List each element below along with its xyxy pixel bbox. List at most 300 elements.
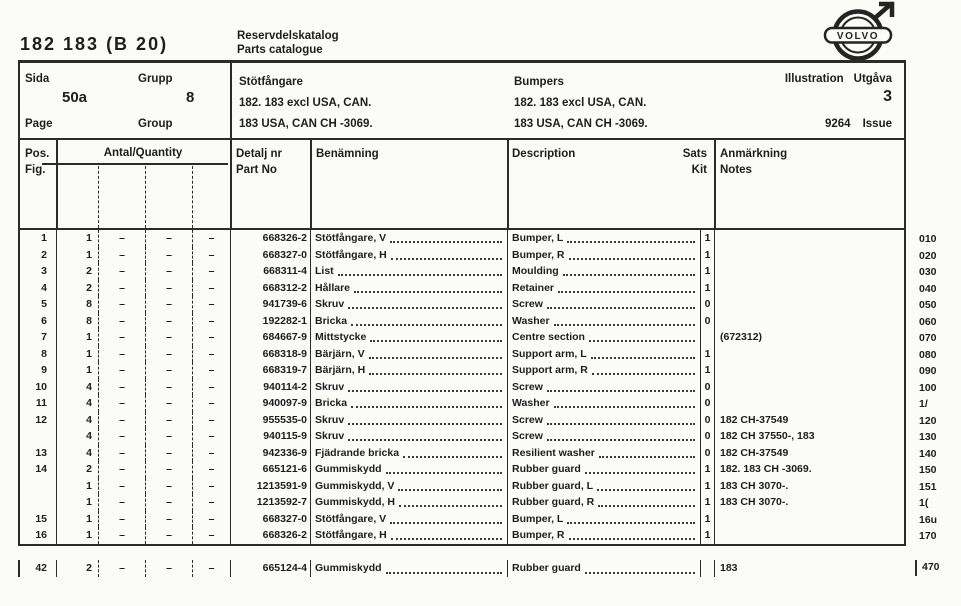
issue-number: 9264	[824, 118, 851, 130]
page-label: Page	[25, 118, 53, 130]
section-title-sv	[239, 72, 373, 135]
pos-cell: 42	[35, 562, 47, 574]
qty-cell: 1	[56, 247, 98, 264]
part-no-header-sv: Detalj nr	[236, 148, 283, 160]
note-cell	[714, 362, 904, 379]
qty-dash-cell: –	[98, 230, 145, 247]
row-code: 100	[919, 381, 937, 394]
note-cell: (672312)	[714, 329, 904, 346]
table-row	[20, 296, 904, 313]
qty-dash-cell: –	[98, 313, 145, 330]
description-cell	[507, 379, 700, 396]
qty-dash-cell: –	[98, 346, 145, 363]
qty-dash-cell: –	[98, 412, 145, 429]
table-row	[20, 247, 904, 264]
kit-cell: 0	[700, 379, 714, 396]
description-cell	[507, 247, 700, 264]
row-code: 010	[919, 233, 937, 245]
qty-cell: 1	[56, 230, 98, 247]
name-sv-text: Skruv	[315, 430, 345, 442]
description-cell	[507, 461, 700, 478]
table-row	[20, 280, 904, 297]
kit-cell	[700, 560, 714, 577]
qty-dash-cell: –	[145, 445, 192, 462]
dotted-leader	[598, 494, 695, 507]
description-cell	[507, 395, 700, 412]
dotted-leader	[547, 412, 695, 425]
pos-cell: 7	[41, 331, 47, 343]
row-code: 150	[919, 464, 937, 476]
table-row	[20, 395, 904, 412]
description-cell	[507, 412, 700, 429]
table-row	[20, 527, 904, 544]
table-row	[20, 230, 904, 247]
qty-dash-cell: –	[145, 346, 192, 363]
qty-dash-cell: –	[98, 511, 145, 528]
note-cell: 182 CH-37549	[714, 412, 904, 429]
kit-cell: 0	[700, 313, 714, 330]
name-sv-cell	[310, 461, 507, 478]
part-number-cell: 668312-2	[230, 280, 310, 297]
section-sv-line1: Stötfångare	[239, 76, 303, 88]
dotted-leader	[589, 329, 695, 342]
row-code: 020	[919, 249, 937, 262]
kit-cell: 1	[700, 263, 714, 280]
kit-cell: 1	[700, 494, 714, 511]
qty-dash-cell: –	[192, 478, 230, 495]
qty-dash-cell: –	[192, 296, 230, 313]
pos-cell: 6	[41, 314, 47, 327]
section-title-en	[514, 72, 648, 135]
dotted-leader	[403, 445, 502, 458]
qty-dash-cell: –	[145, 263, 192, 280]
kit-cell: 0	[700, 296, 714, 313]
name-sv-cell	[310, 247, 507, 264]
dotted-leader	[597, 478, 695, 491]
description-cell	[507, 511, 700, 528]
qty-cell: 2	[56, 560, 98, 577]
name-sv-cell	[310, 560, 507, 577]
description-text: Rubber guard	[512, 562, 581, 574]
qty-dash-cell: –	[98, 395, 145, 412]
pos-cell: 15	[35, 512, 47, 525]
dotted-leader	[547, 428, 695, 441]
qty-dash-cell: –	[98, 247, 145, 264]
name-sv-cell	[310, 296, 507, 313]
part-number-cell: 684667-9	[230, 329, 310, 346]
qty-cell: 2	[56, 461, 98, 478]
qty-dash-cell: –	[98, 263, 145, 280]
dotted-leader	[370, 329, 502, 342]
qty-dash-cell: –	[192, 313, 230, 330]
part-number-cell: 665124-4	[230, 560, 310, 577]
qty-cell: 4	[56, 379, 98, 396]
qty-dash-cell: –	[192, 445, 230, 462]
pos-cell: 16	[35, 529, 47, 541]
qty-dash-cell: –	[192, 560, 230, 577]
description-text: Support arm, R	[512, 364, 588, 376]
group-label: Group	[138, 118, 173, 130]
qty-cell: 2	[56, 280, 98, 297]
name-sv-text: Bärjärn, V	[315, 347, 365, 360]
table-row	[20, 560, 906, 577]
pos-cell: 8	[41, 347, 47, 360]
name-header-en: Description	[512, 148, 576, 160]
qty-dash-cell: –	[98, 527, 145, 544]
description-cell	[507, 346, 700, 363]
dotted-leader	[558, 280, 695, 293]
row-code: 16u	[919, 513, 938, 526]
qty-underline	[42, 163, 228, 165]
row-code: 120	[919, 414, 937, 427]
qty-dash-cell: –	[145, 296, 192, 313]
name-sv-text: Bricka	[315, 314, 348, 327]
pos-header: Pos.	[25, 148, 50, 160]
dotted-leader	[386, 461, 502, 474]
table-row	[20, 329, 904, 346]
kit-cell: 0	[700, 428, 714, 445]
dotted-leader	[569, 247, 695, 260]
divider	[145, 166, 146, 228]
qty-dash-cell: –	[192, 395, 230, 412]
dotted-leader	[585, 560, 695, 574]
kit-cell: 1	[700, 511, 714, 528]
name-sv-text: Mittstycke	[315, 331, 367, 343]
kit-cell: 1	[700, 461, 714, 478]
qty-dash-cell: –	[145, 329, 192, 346]
qty-dash-cell: –	[145, 428, 192, 445]
pos-cell	[20, 478, 56, 495]
description-cell	[507, 329, 700, 346]
table-row	[20, 461, 904, 478]
row-code: 130	[919, 431, 937, 443]
dotted-leader	[369, 346, 502, 359]
description-cell	[507, 445, 700, 462]
table-column-headers	[18, 140, 906, 230]
kit-cell: 1	[700, 280, 714, 297]
dotted-leader	[351, 313, 502, 326]
dotted-leader	[348, 296, 502, 309]
name-header-sv: Benämning	[316, 148, 379, 160]
edition-number: 3	[883, 88, 892, 105]
name-sv-text: Stötfångare, H	[315, 529, 387, 541]
qty-dash-cell: –	[192, 511, 230, 528]
note-cell	[714, 527, 904, 544]
description-cell	[507, 296, 700, 313]
row-code: 1/	[919, 398, 928, 410]
kit-cell: 1	[700, 527, 714, 544]
divider	[192, 166, 193, 228]
part-number-cell: 1213591-9	[230, 478, 310, 495]
dotted-leader	[348, 428, 502, 441]
divider	[98, 166, 99, 228]
pos-cell: 9	[41, 364, 47, 376]
dotted-leader	[390, 230, 502, 243]
dotted-leader	[369, 362, 502, 375]
utgava-label: Utgåva	[853, 73, 892, 85]
description-text: Retainer	[512, 281, 555, 294]
qty-dash-cell: –	[145, 230, 192, 247]
section-sv-line2: 182. 183 excl USA, CAN.	[239, 97, 372, 109]
section-sv-line3: 183 USA, CAN CH -3069.	[239, 118, 373, 130]
qty-cell: 1	[56, 494, 98, 511]
divider	[230, 140, 232, 228]
description-text: Bumper, R	[512, 248, 565, 261]
dotted-leader	[563, 263, 695, 276]
description-cell	[507, 313, 700, 330]
qty-dash-cell: –	[192, 280, 230, 297]
name-sv-cell	[310, 445, 507, 462]
volvo-logo-text: VOLVO	[836, 31, 880, 43]
catalog-title	[237, 29, 339, 57]
notes-header-sv: Anmärkning	[720, 148, 788, 160]
qty-cell: 8	[56, 296, 98, 313]
description-text: Washer	[512, 314, 550, 327]
part-number-cell: 192282-1	[230, 313, 310, 330]
part-number-cell: 942336-9	[230, 445, 310, 462]
dotted-leader	[591, 346, 695, 359]
note-cell: 182. 183 CH -3069.	[714, 461, 904, 478]
qty-header: Antal/Quantity	[103, 147, 183, 159]
part-no-header-en: Part No	[236, 164, 277, 176]
volvo-logo-icon	[812, 1, 912, 68]
part-number-cell: 668327-0	[230, 511, 310, 528]
kit-cell: 1	[700, 362, 714, 379]
table-row	[20, 346, 904, 363]
qty-dash-cell: –	[192, 461, 230, 478]
dotted-leader	[351, 395, 502, 408]
table-row	[20, 511, 904, 528]
row-code: 151	[919, 480, 937, 493]
name-sv-text: List	[315, 265, 334, 277]
qty-dash-cell: –	[145, 478, 192, 495]
divider	[310, 140, 312, 228]
description-text: Rubber guard, L	[512, 479, 594, 492]
row-code: 080	[919, 348, 937, 361]
note-cell: 183 CH 3070-.	[714, 478, 904, 495]
page-info-box	[18, 63, 906, 140]
description-cell	[507, 527, 700, 544]
dotted-leader	[348, 379, 502, 392]
dotted-leader	[569, 527, 695, 540]
part-number-cell: 668326-2	[230, 230, 310, 247]
kit-cell: 1	[700, 230, 714, 247]
pos-cell: 13	[35, 446, 47, 459]
qty-dash-cell: –	[192, 230, 230, 247]
name-sv-cell	[310, 230, 507, 247]
name-sv-cell	[310, 395, 507, 412]
dotted-leader	[567, 511, 695, 524]
divider	[714, 140, 716, 228]
table-row	[20, 362, 904, 379]
description-text: Bumper, R	[512, 529, 565, 541]
table-row	[20, 263, 904, 280]
dotted-leader	[592, 362, 695, 375]
name-sv-cell	[310, 478, 507, 495]
name-sv-cell	[310, 379, 507, 396]
name-sv-cell	[310, 511, 507, 528]
pos-cell: 2	[41, 248, 47, 261]
part-number-cell: 668326-2	[230, 527, 310, 544]
description-text: Resilient washer	[512, 446, 595, 459]
qty-cell: 4	[56, 428, 98, 445]
name-sv-text: Bärjärn, H	[315, 364, 366, 376]
dotted-leader	[585, 461, 695, 474]
qty-dash-cell: –	[98, 428, 145, 445]
qty-cell: 1	[56, 362, 98, 379]
qty-dash-cell: –	[192, 428, 230, 445]
note-cell	[714, 247, 904, 264]
parts-table-body	[18, 230, 906, 546]
part-number-cell: 940114-2	[230, 379, 310, 396]
name-sv-text: Stötfångare, V	[315, 232, 387, 244]
name-sv-text: Skruv	[315, 413, 345, 426]
illustration-labels	[785, 73, 892, 85]
table-row	[20, 313, 904, 330]
part-number-cell: 668311-4	[230, 263, 310, 280]
name-sv-cell	[310, 362, 507, 379]
qty-cell: 1	[56, 527, 98, 544]
qty-dash-cell: –	[145, 395, 192, 412]
notes-header-en: Notes	[720, 164, 752, 176]
table-row	[20, 494, 904, 511]
name-sv-text: Hållare	[315, 281, 351, 294]
divider	[230, 63, 232, 138]
row-code: 030	[919, 266, 937, 278]
dotted-leader	[391, 527, 502, 540]
qty-dash-cell: –	[192, 527, 230, 544]
name-sv-text: Gummiskydd	[315, 463, 382, 475]
description-text: Screw	[512, 298, 543, 310]
qty-dash-cell: –	[98, 461, 145, 478]
description-cell	[507, 230, 700, 247]
dotted-leader	[554, 395, 695, 408]
qty-dash-cell: –	[98, 445, 145, 462]
note-cell: 183 CH 3070-.	[714, 494, 904, 511]
part-number-cell: 1213592-7	[230, 494, 310, 511]
qty-cell: 1	[56, 478, 98, 495]
dotted-leader	[354, 280, 502, 293]
pos-cell: 11	[35, 397, 47, 409]
description-text: Bumper, L	[512, 232, 564, 244]
qty-dash-cell: –	[192, 329, 230, 346]
description-text: Support arm, L	[512, 347, 587, 360]
qty-dash-cell: –	[192, 379, 230, 396]
name-sv-text: Skruv	[315, 298, 345, 310]
table-row	[20, 445, 904, 462]
name-sv-cell	[310, 346, 507, 363]
qty-dash-cell: –	[192, 247, 230, 264]
row-code: 1(	[919, 497, 929, 509]
note-cell	[714, 395, 904, 412]
codes-column	[919, 231, 937, 545]
qty-cell: 4	[56, 395, 98, 412]
pos-cell: 14	[35, 463, 47, 475]
name-sv-cell	[310, 313, 507, 330]
qty-dash-cell: –	[145, 461, 192, 478]
issue-line	[825, 118, 892, 130]
qty-cell: 1	[56, 329, 98, 346]
divider	[507, 140, 509, 228]
qty-dash-cell: –	[98, 379, 145, 396]
section-en-line3: 183 USA, CAN CH -3069.	[514, 118, 648, 130]
pos-cell: 5	[41, 298, 47, 310]
note-cell	[714, 280, 904, 297]
extra-row-code: 470	[915, 560, 940, 576]
part-number-cell: 665121-6	[230, 461, 310, 478]
qty-dash-cell: –	[145, 527, 192, 544]
table-row	[20, 428, 904, 445]
description-text: Rubber guard, R	[512, 496, 595, 508]
description-text: Screw	[512, 413, 543, 426]
description-cell	[507, 560, 700, 577]
name-sv-cell	[310, 494, 507, 511]
name-sv-text: Stötfångare, H	[315, 248, 387, 261]
dotted-leader	[391, 247, 502, 260]
group-number: 8	[186, 89, 195, 106]
model-numbers: 182 183 (B 20)	[20, 34, 169, 54]
qty-cell: 1	[56, 346, 98, 363]
note-cell	[714, 230, 904, 247]
row-code: 090	[919, 365, 937, 377]
issue-label: Issue	[862, 118, 892, 130]
part-number-cell: 940115-9	[230, 428, 310, 445]
qty-dash-cell: –	[145, 494, 192, 511]
qty-dash-cell: –	[98, 494, 145, 511]
part-number-cell: 668327-0	[230, 247, 310, 264]
kit-cell: 1	[700, 478, 714, 495]
qty-dash-cell: –	[145, 511, 192, 528]
qty-dash-cell: –	[98, 280, 145, 297]
pos-cell	[20, 494, 56, 511]
table-row	[20, 478, 904, 495]
row-code: 040	[919, 282, 937, 295]
pos-cell	[20, 428, 56, 445]
catalog-title-sv: Reservdelskatalog	[237, 30, 339, 42]
row-code: 060	[919, 315, 937, 328]
kit-cell: 1	[700, 346, 714, 363]
row-code: 140	[919, 447, 937, 460]
name-sv-cell	[310, 329, 507, 346]
name-sv-text: Gummiskydd, V	[315, 479, 395, 492]
section-en-line2: 182. 183 excl USA, CAN.	[514, 97, 647, 109]
description-cell	[507, 478, 700, 495]
part-number-cell: 668319-7	[230, 362, 310, 379]
note-cell: 182 CH-37549	[714, 445, 904, 462]
sida-label: Sida	[25, 73, 50, 85]
kit-cell: 1	[700, 247, 714, 264]
qty-cell: 1	[56, 511, 98, 528]
description-cell	[507, 362, 700, 379]
dotted-leader	[338, 263, 502, 276]
description-text: Centre section	[512, 331, 585, 343]
table-row	[20, 379, 904, 396]
dotted-leader	[399, 494, 502, 507]
grupp-label: Grupp	[138, 73, 173, 85]
qty-dash-cell: –	[145, 247, 192, 264]
qty-dash-cell: –	[98, 362, 145, 379]
qty-cell: 2	[56, 263, 98, 280]
note-cell	[714, 263, 904, 280]
qty-dash-cell: –	[98, 329, 145, 346]
note-cell	[714, 511, 904, 528]
dotted-leader	[398, 478, 502, 491]
section-en-line1: Bumpers	[514, 76, 564, 88]
fig-header: Fig.	[25, 164, 46, 176]
pos-cell: 1	[41, 232, 47, 244]
name-sv-cell	[310, 527, 507, 544]
extra-row-container	[18, 560, 906, 577]
